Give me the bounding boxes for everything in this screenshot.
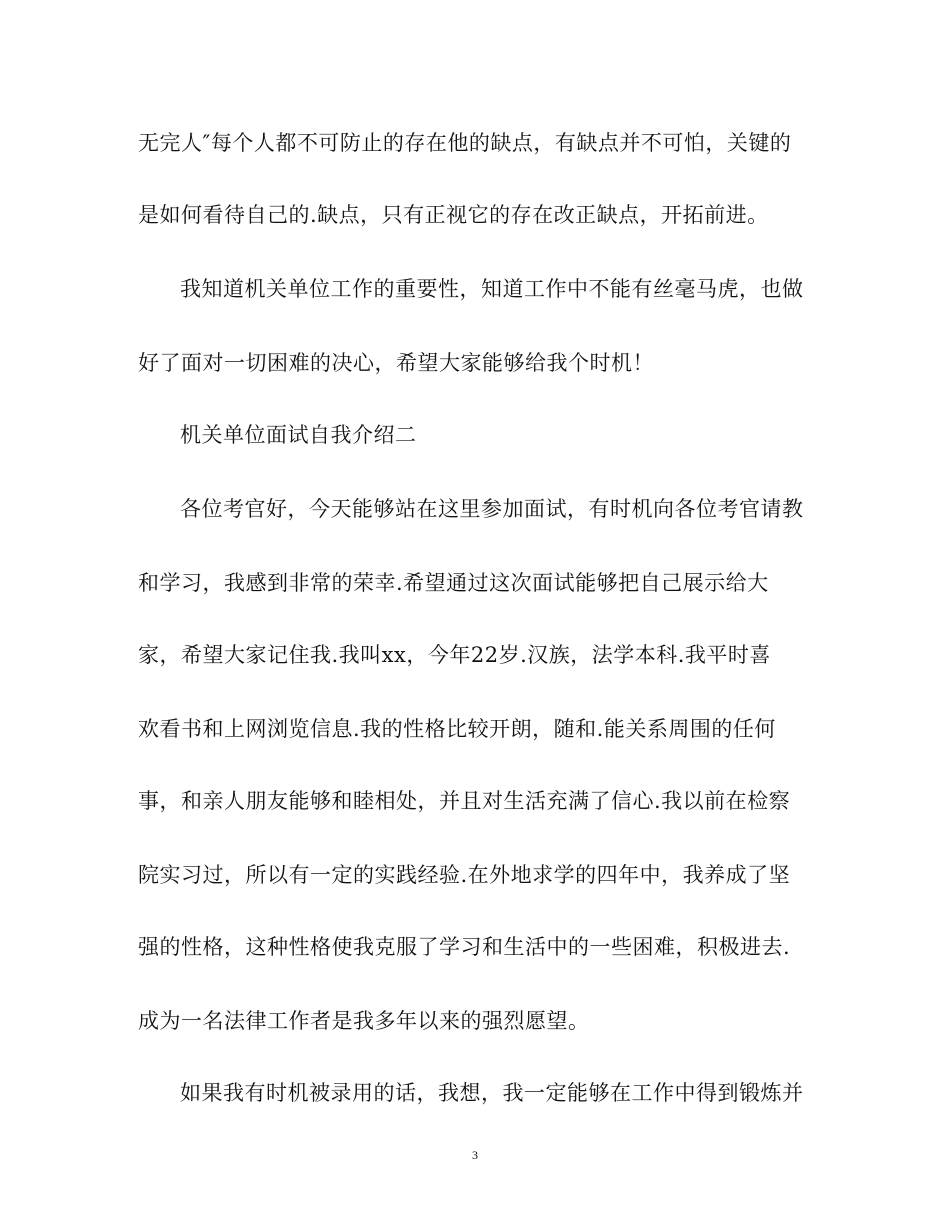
text-line-9: 欢看书和上网浏览信息.我的性格比较开朗，随和.能关系周围的任何 bbox=[138, 717, 776, 741]
text-line-8: 家，希望大家记住我.我叫xx，今年22岁.汉族，法学本科.我平时喜 bbox=[138, 643, 771, 667]
text-line-1: 无完人″每个人都不可防止的存在他的缺点，有缺点并不可怕，关键的 bbox=[138, 131, 792, 155]
text-line-3: 我知道机关单位工作的重要性，知道工作中不能有丝毫马虎，也做 bbox=[180, 277, 804, 301]
page-number: 3 bbox=[472, 1148, 478, 1162]
text-line-12: 强的性格，这种性格使我克服了学习和生活中的一些困难，积极进去. bbox=[138, 935, 791, 959]
text-line-10: 事，和亲人朋友能够和睦相处，并且对生活充满了信心.我以前在检察 bbox=[138, 789, 791, 813]
text-line-4: 好了面对一切困难的决心，希望大家能够给我个时机！ bbox=[138, 351, 654, 375]
text-line-7: 和学习，我感到非常的荣幸.希望通过这次面试能够把自己展示给大 bbox=[138, 571, 769, 595]
text-line-11: 院实习过，所以有一定的实践经验.在外地求学的四年中，我养成了坚 bbox=[138, 863, 791, 887]
text-line-13: 成为一名法律工作者是我多年以来的强烈愿望。 bbox=[138, 1009, 590, 1033]
text-line-14: 如果我有时机被录用的话，我想，我一定能够在工作中得到锻炼并 bbox=[180, 1081, 804, 1105]
section-heading: 机关单位面试自我介绍二 bbox=[180, 423, 417, 447]
text-line-6: 各位考官好，今天能够站在这里参加面试，有时机向各位考官请教 bbox=[180, 497, 804, 521]
text-line-2: 是如何看待自己的.缺点，只有正视它的存在改正缺点，开拓前进。 bbox=[138, 203, 769, 227]
